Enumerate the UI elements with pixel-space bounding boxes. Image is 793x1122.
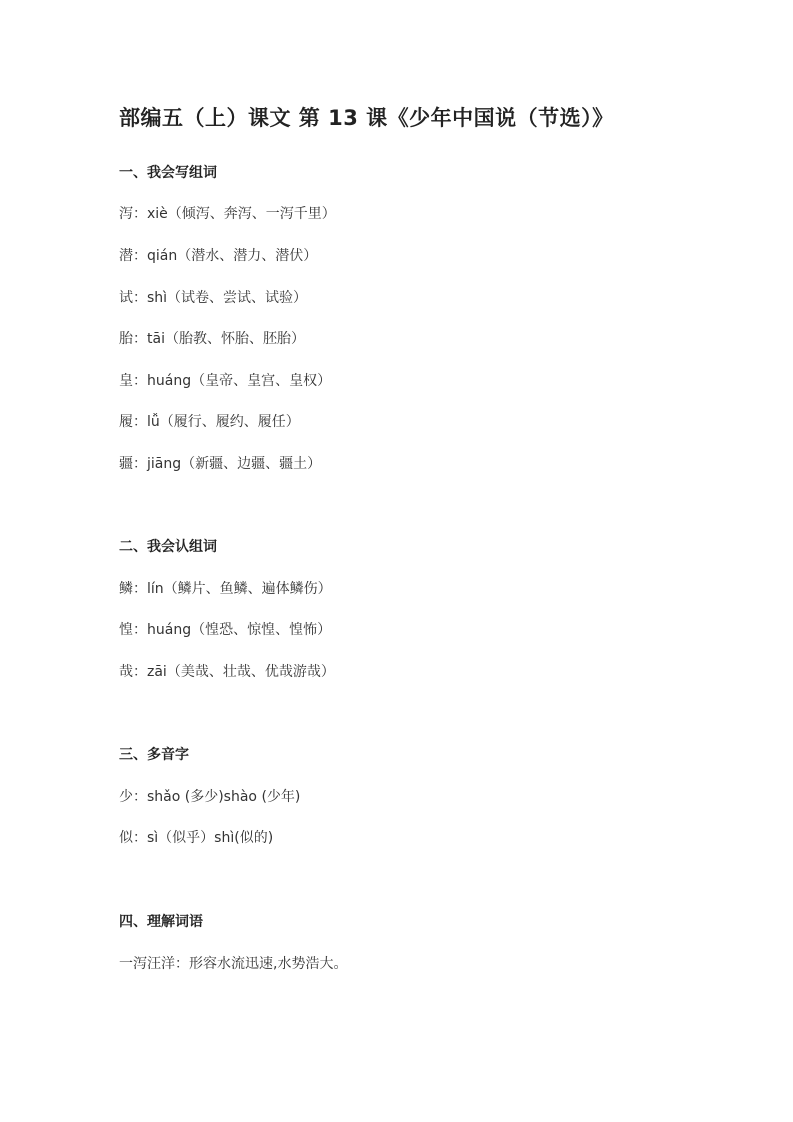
list-item: 泻：xiè（倾泻、奔泻、一泻千里） [119, 206, 336, 222]
list-item: 试：shì（试卷、尝试、试验） [119, 290, 308, 306]
section-heading-recognize: 二、我会认组词 [119, 539, 217, 555]
list-item: 潜：qián（潜水、潜力、潜伏） [119, 248, 318, 264]
page-title: 部编五（上）课文 第 13 课《少年中国说（节选）》 [119, 106, 614, 130]
list-item: 履：lǚ（履行、履约、履任） [119, 414, 300, 430]
list-item: 一泻汪洋：形容水流迅速,水势浩大。 [119, 956, 348, 972]
section-heading-polyphone: 三、多音字 [119, 747, 189, 763]
list-item: 少：shǎo (多少)shào (少年) [119, 789, 301, 805]
list-item: 惶：huáng（惶恐、惊惶、惶怖） [119, 622, 332, 638]
list-item: 疆：jiāng（新疆、边疆、疆土） [119, 456, 322, 472]
list-item: 鳞：lín（鳞片、鱼鳞、遍体鳞伤） [119, 581, 332, 597]
list-item: 哉：zāi（美哉、壮哉、优哉游哉） [119, 664, 335, 680]
list-item: 似：sì（似乎）shì(似的) [119, 830, 274, 846]
list-item: 皇：huáng（皇帝、皇宫、皇权） [119, 373, 332, 389]
section-heading-write: 一、我会写组词 [119, 165, 217, 181]
section-heading-vocabulary: 四、理解词语 [119, 914, 203, 930]
list-item: 胎：tāi（胎教、怀胎、胚胎） [119, 331, 305, 347]
